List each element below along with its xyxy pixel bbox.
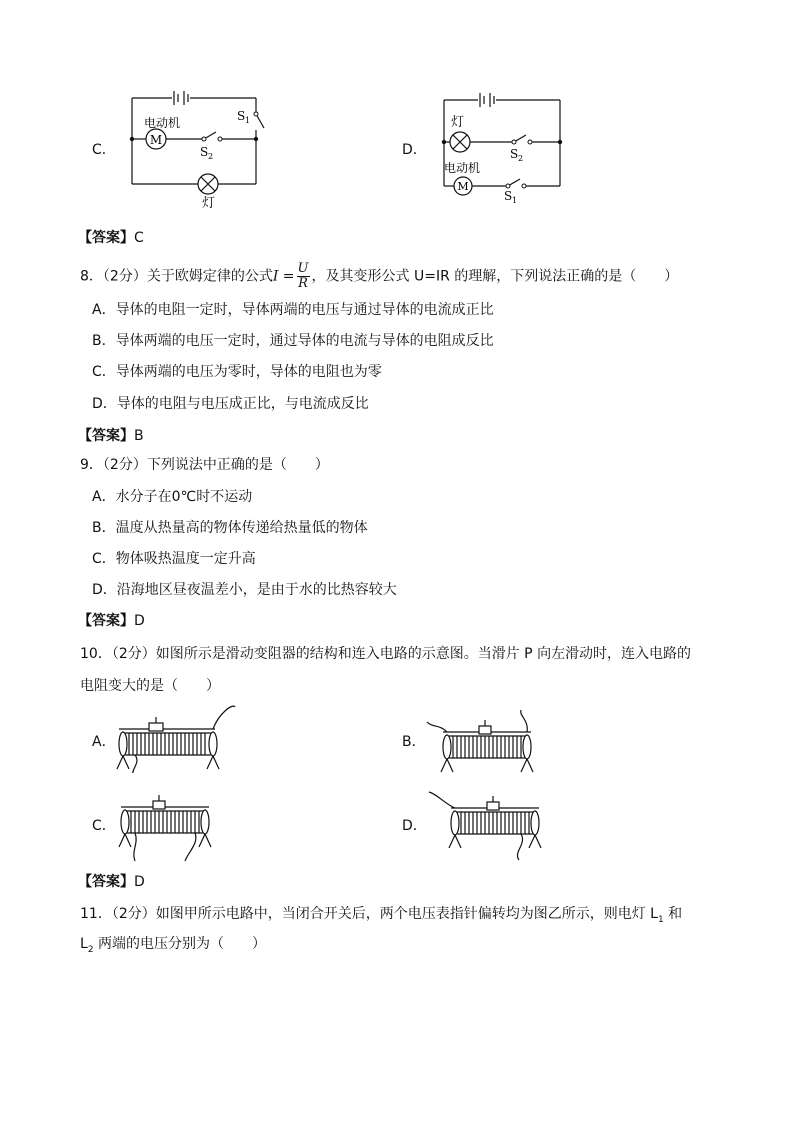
q8-stem-end: ，及其变形公式 U=IR 的理解，下列说法正确的是（ ） (311, 268, 679, 285)
switch-s1-label: S (237, 109, 246, 123)
q9-option-c: C．物体吸热温度一定升高 (92, 551, 256, 567)
option-d-letter: D． (402, 142, 427, 158)
formula-lhs: I = (272, 268, 295, 285)
q11-line2-start: L (80, 936, 88, 952)
q8-option-b: B．导体两端的电压一定时，通过导体的电流与导体的电阻成反比 (92, 333, 494, 349)
circuit-diagram-c (120, 84, 270, 214)
switch-s1-sub: 1 (245, 116, 251, 125)
motor-label: 电动机 (144, 116, 181, 130)
answer-value: B (134, 428, 144, 444)
answer-label: 【答案】 (78, 874, 134, 890)
q11-line1-end: 和 (663, 906, 683, 922)
question-8-stem (80, 262, 678, 291)
answer-value: D (134, 874, 145, 890)
lamp-label: 灯 (451, 115, 465, 130)
lamp-label: 灯 (202, 196, 216, 211)
switch-s1-sub: 1 (512, 196, 518, 205)
answer-value: C (134, 230, 144, 246)
q10-option-c-letter: C． (92, 818, 116, 834)
rheostat-diagram-b (425, 708, 540, 774)
q10-option-b-letter: B． (402, 734, 426, 750)
q11-l2-subscript: 2 (87, 944, 94, 955)
answer-label: 【答案】 (78, 428, 134, 444)
formula-denominator: R (298, 276, 308, 291)
answer-label: 【答案】 (78, 230, 134, 246)
question-10-stem-line1: 10．（2分）如图所示是滑动变阻器的结构和连入电路的示意图。当滑片 P 向左滑动时，连入电路的 (80, 646, 692, 662)
answer-label: 【答案】 (78, 613, 134, 629)
q9-option-d: D．沿海地区昼夜温差小，是由于水的比热容较大 (92, 582, 397, 598)
q8-stem-start: 8．（2分）关于欧姆定律的公式 (80, 268, 273, 285)
answer-q7 (78, 228, 144, 248)
option-c-letter: C． (92, 142, 116, 158)
rheostat-diagram-c (115, 795, 215, 863)
answer-q9 (78, 611, 145, 631)
q8-option-c: C．导体两端的电压为零时，导体的电阻也为零 (92, 364, 382, 380)
switch-s1-label: S (504, 189, 513, 203)
motor-letter: M (149, 133, 163, 147)
q9-option-b: B．温度从热量高的物体传递给热量低的物体 (92, 520, 368, 536)
rheostat-diagram-d (425, 790, 545, 862)
q8-option-d: D．导体的电阻与电压成正比，与电流成反比 (92, 396, 369, 412)
q8-option-a: A．导体的电阻一定时，导体两端的电压与通过导体的电流成正比 (92, 302, 494, 318)
q9-option-a: A．水分子在0℃时不运动 (92, 489, 253, 505)
q11-line2-text: 两端的电压分别为（ ） (93, 936, 266, 952)
switch-s2-label: S (200, 145, 209, 159)
answer-q10 (78, 872, 145, 892)
switch-s2-sub: 2 (518, 154, 524, 163)
rheostat-diagram-a (115, 703, 245, 773)
motor-letter: M (457, 180, 469, 193)
circuit-diagram-d (432, 88, 572, 206)
answer-q8 (78, 426, 144, 446)
ohm-formula-fraction (297, 262, 310, 291)
switch-s2-label: S (510, 147, 519, 161)
q10-option-d-letter: D． (402, 818, 427, 834)
question-10-stem-line2: 电阻变大的是（ ） (80, 678, 220, 694)
q10-option-a-letter: A． (92, 734, 116, 750)
switch-s2-sub: 2 (208, 152, 214, 161)
motor-label: 电动机 (444, 161, 481, 175)
answer-value: D (134, 613, 145, 629)
formula-numerator: U (297, 261, 309, 276)
question-11-stem-line2 (80, 934, 266, 960)
q11-l1-subscript: 1 (657, 914, 664, 925)
question-11-stem-line1 (80, 904, 682, 930)
q11-line1-text: 11．（2分）如图甲所示电路中，当闭合开关后，两个电压表指针偏转均为图乙所示，则电灯 L (80, 906, 658, 922)
question-9-stem: 9．（2分）下列说法中正确的是（ ） (80, 457, 329, 473)
